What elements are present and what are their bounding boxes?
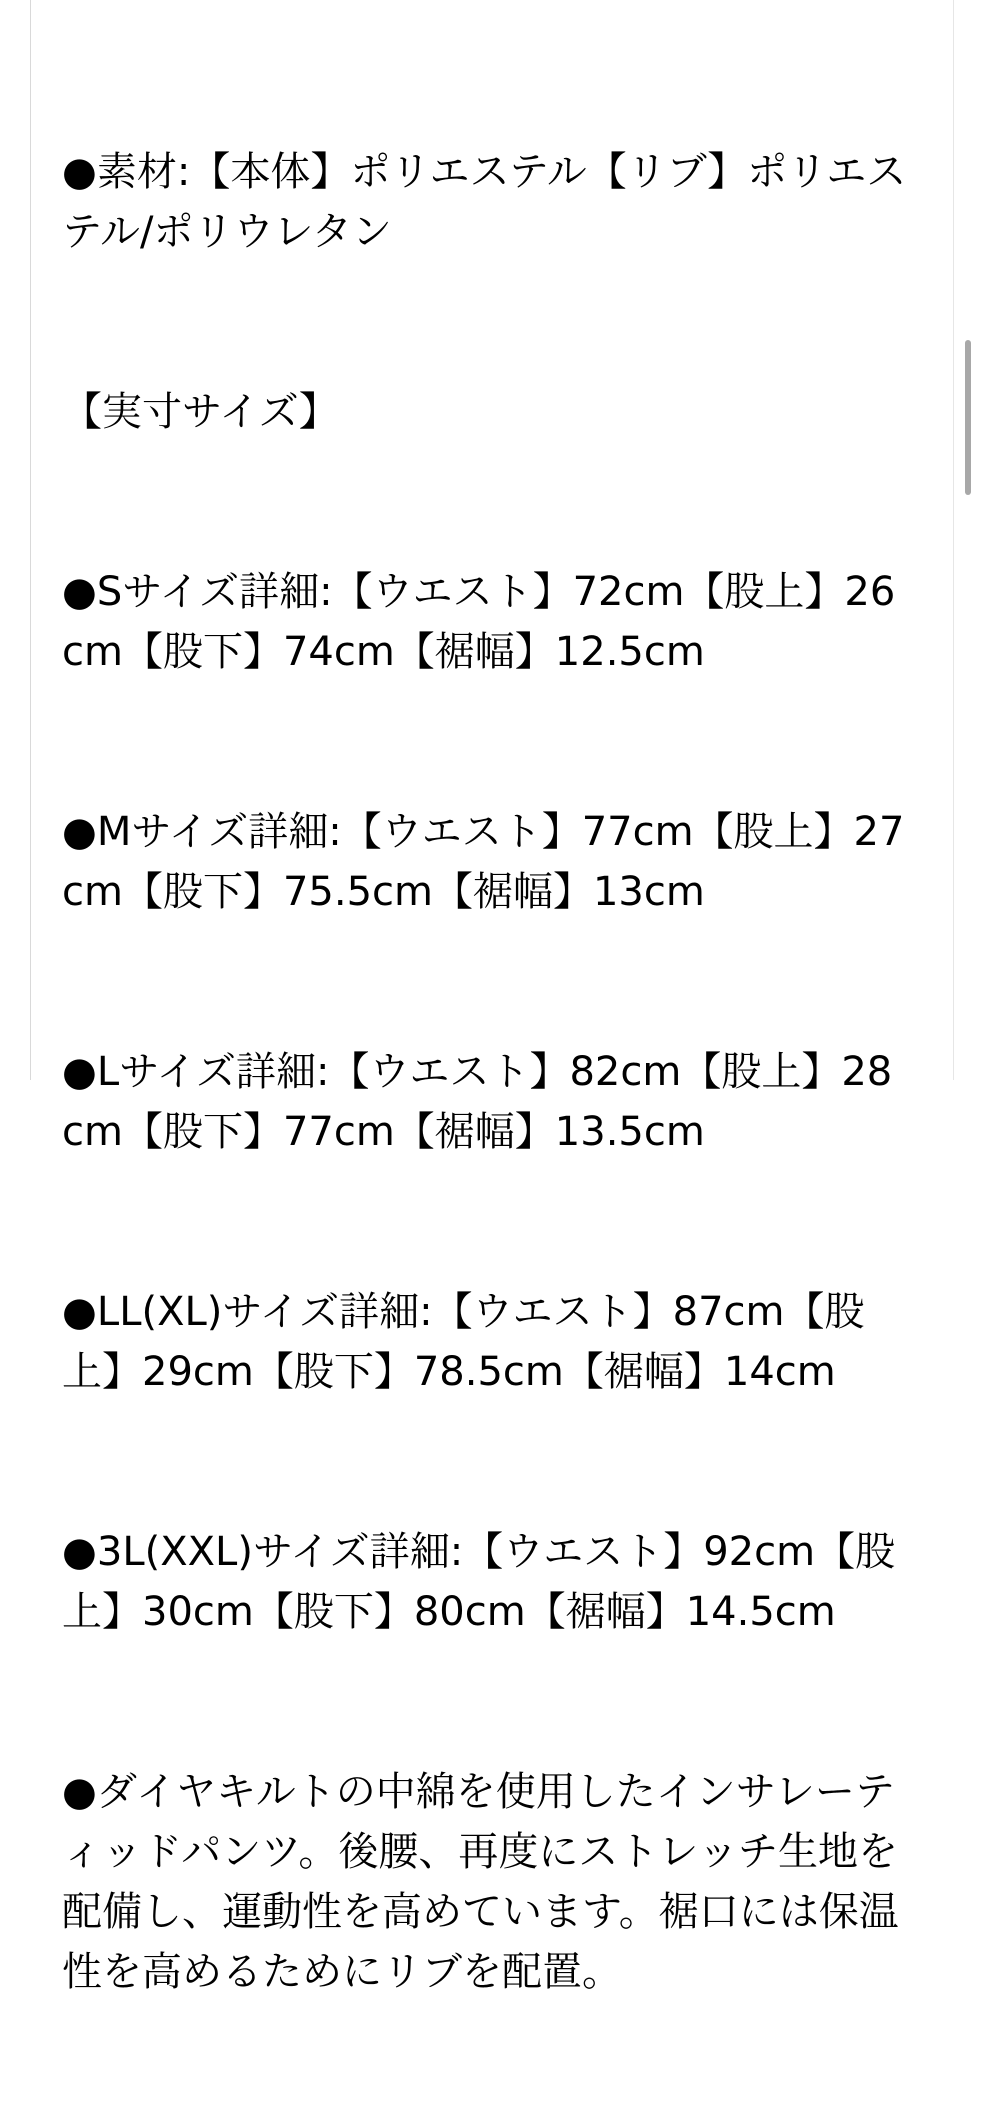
paragraph-size-ll: ●LL(XL)サイズ詳細:【ウエスト】87cm【股上】29cm【股下】78.5cm【裾幅】14cm <box>62 1289 865 1395</box>
paragraph-material: ●素材:【本体】ポリエステル【リブ】ポリエステル/ポリウレタン <box>62 149 907 255</box>
vertical-scrollbar[interactable] <box>965 0 977 1080</box>
right-margin-rule <box>953 0 954 1080</box>
paragraph-size-s: ●Sサイズ詳細:【ウエスト】72cm【股上】26cm【股下】74cm【裾幅】12.5cm <box>62 569 896 675</box>
product-description-text <box>62 22 914 2122</box>
paragraph-size-l: ●Lサイズ詳細:【ウエスト】82cm【股上】28cm【股下】77cm【裾幅】13.5cm <box>62 1049 893 1155</box>
paragraph-size-heading: 【実寸サイズ】 <box>62 389 339 435</box>
scrollbar-thumb[interactable] <box>965 340 971 495</box>
left-margin-rule <box>30 0 31 1080</box>
paragraph-size-m: ●Mサイズ詳細:【ウエスト】77cm【股上】27cm【股下】75.5cm【裾幅】13cm <box>62 809 905 915</box>
paragraph-size-3l: ●3L(XXL)サイズ詳細:【ウエスト】92cm【股上】30cm【股下】80cm【裾幅】14.5cm <box>62 1529 896 1635</box>
paragraph-features: ●ダイヤキルトの中綿を使用したインサレーティッドパンツ。後腰、再度にストレッチ生地を配備し、運動性を高めています。裾口には保温性を高めるためにリブを配置。 <box>62 1769 899 1995</box>
